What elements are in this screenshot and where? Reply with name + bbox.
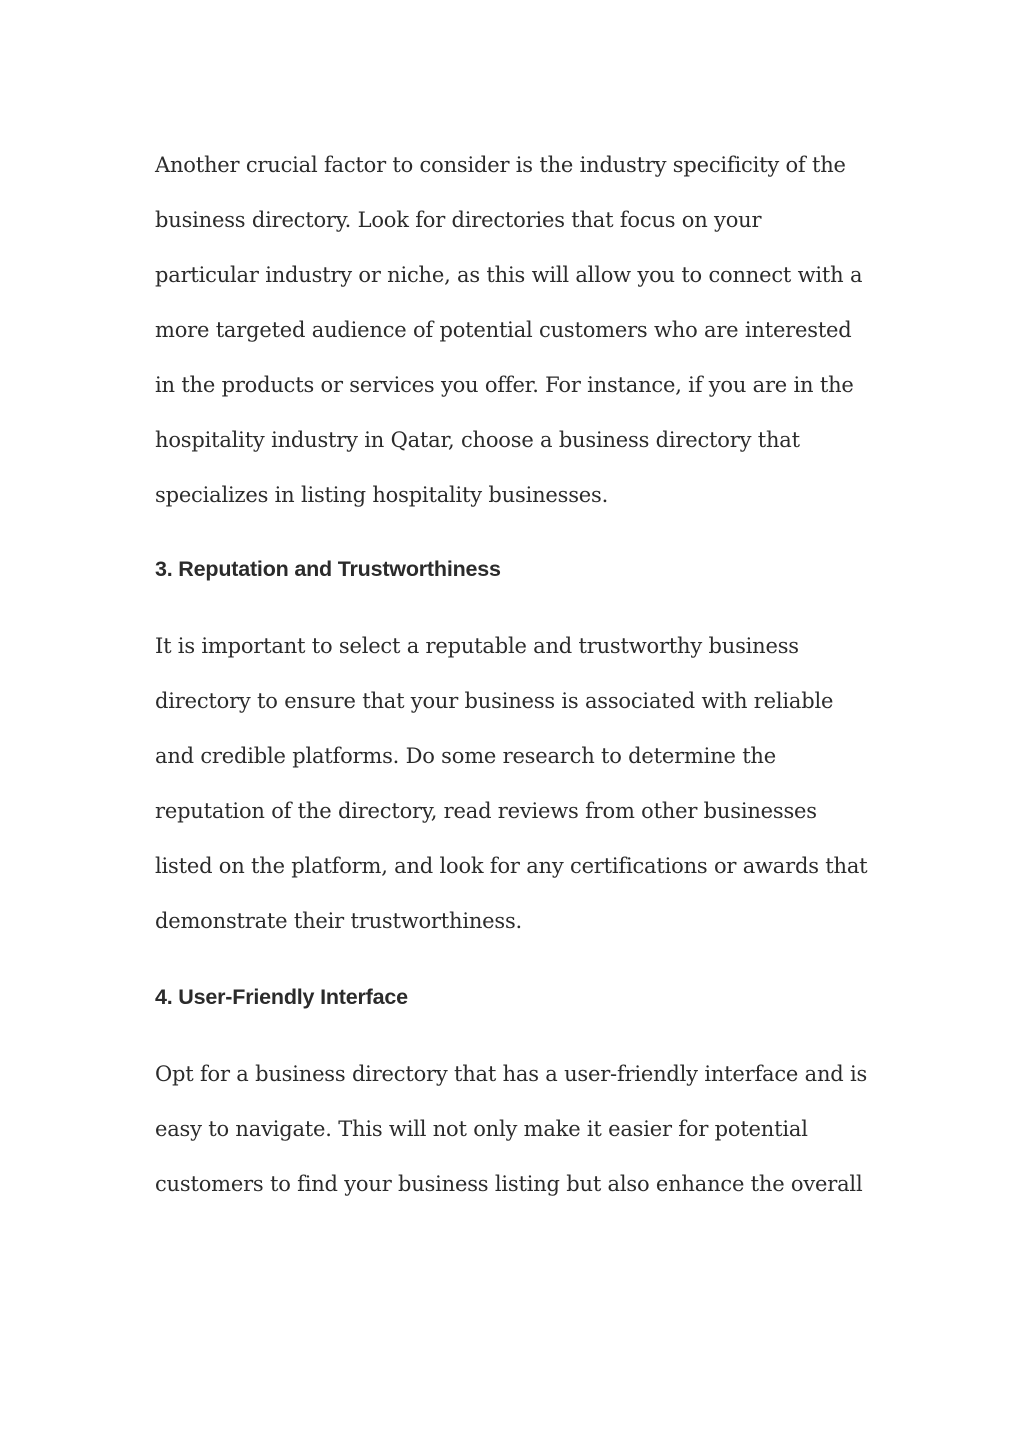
- paragraph-reputation: [155, 619, 895, 949]
- section-heading-reputation: 3. Reputation and Trustworthiness: [155, 557, 501, 581]
- paragraph-line: listed on the platform, and look for any certifications or awards that: [155, 854, 868, 878]
- paragraph-line: specializes in listing hospitality businesses.: [155, 483, 609, 507]
- paragraph-line: demonstrate their trustworthiness.: [155, 909, 523, 933]
- paragraph-line: It is important to select a reputable and trustworthy business: [155, 634, 799, 658]
- paragraph-line: hospitality industry in Qatar, choose a business directory that: [155, 428, 800, 452]
- document-content: [155, 138, 895, 1212]
- paragraph-line: Another crucial factor to consider is the industry specificity of the: [155, 153, 846, 177]
- paragraph-line: and credible platforms. Do some research to determine the: [155, 744, 776, 768]
- paragraph-line: Opt for a business directory that has a user-friendly interface and is: [155, 1062, 868, 1086]
- paragraph-line: reputation of the directory, read reviews from other businesses: [155, 799, 817, 823]
- paragraph-line: particular industry or niche, as this will allow you to connect with a: [155, 263, 863, 287]
- paragraph-line: customers to find your business listing but also enhance the overall: [155, 1172, 863, 1196]
- paragraph-line: more targeted audience of potential customers who are interested: [155, 318, 852, 342]
- paragraph-line: in the products or services you offer. For instance, if you are in the: [155, 373, 854, 397]
- section-heading-user-friendly: 4. User-Friendly Interface: [155, 985, 408, 1009]
- paragraph-line: business directory. Look for directories that focus on your: [155, 208, 762, 232]
- paragraph-industry-specificity: [155, 138, 895, 523]
- paragraph-line: easy to navigate. This will not only make it easier for potential: [155, 1117, 808, 1141]
- paragraph-user-friendly: [155, 1047, 895, 1212]
- paragraph-line: directory to ensure that your business is associated with reliable: [155, 689, 834, 713]
